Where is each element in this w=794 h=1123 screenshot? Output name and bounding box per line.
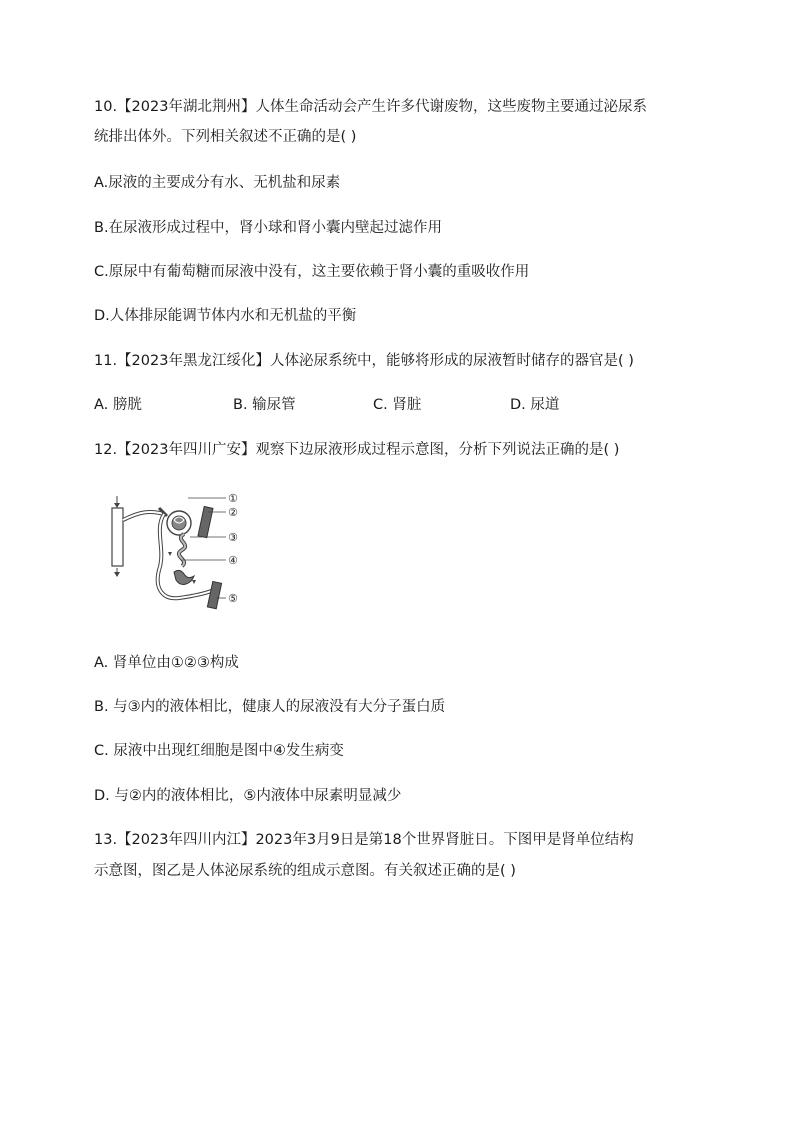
q11-option-d: D. 尿道 (510, 397, 560, 413)
q11-option-b: B. 输尿管 (233, 397, 296, 413)
q10-option-a: A.尿液的主要成分有水、无机盐和尿素 (94, 175, 341, 191)
q11-options (94, 395, 714, 415)
q12-stem: 12.【2023年四川广安】观察下边尿液形成过程示意图，分析下列说法正确的是( ) (94, 442, 620, 458)
q10-option-b: B.在尿液形成过程中，肾小球和肾小囊内壁起过滤作用 (94, 220, 443, 236)
q10-option-d: D.人体排尿能调节体内水和无机盐的平衡 (94, 308, 357, 324)
q10-stem-line2: 统排出体外。下列相关叙述不正确的是( ) (94, 129, 357, 145)
q12-option-b: B. 与③内的液体相比，健康人的尿液没有大分子蛋白质 (94, 699, 446, 715)
figure-label-4: ④ (228, 554, 238, 567)
q13-stem-line2: 示意图，图乙是人体泌尿系统的组成示意图。有关叙述正确的是( ) (94, 863, 516, 879)
figure-label-1: ① (228, 492, 238, 505)
q10-option-c: C.原尿中有葡萄糖而尿液中没有，这主要依赖于肾小囊的重吸收作用 (94, 264, 530, 280)
q12-option-d: D. 与②内的液体相比，⑤内液体中尿素明显减少 (94, 788, 402, 804)
q13-stem-line1: 13.【2023年四川内江】2023年3月9日是第18个世界肾脏日。下图甲是肾单位结构 (94, 832, 634, 848)
q11-option-c: C. 肾脏 (373, 397, 422, 413)
q12-option-c: C. 尿液中出现红细胞是图中④发生病变 (94, 743, 344, 759)
q12-option-a: A. 肾单位由①②③构成 (94, 655, 239, 671)
figure-label-2: ② (228, 506, 238, 519)
q10-stem-line1: 10.【2023年湖北荆州】人体生命活动会产生许多代谢废物，这些废物主要通过泌尿系 (94, 99, 647, 115)
nephron-diagram-svg (104, 490, 254, 615)
figure-label-3: ③ (228, 531, 238, 544)
q11-stem: 11.【2023年黑龙江绥化】人体泌尿系统中，能够将形成的尿液暂时储存的器官是( ) (94, 353, 634, 369)
q11-option-a: A. 膀胱 (94, 397, 142, 413)
urine-formation-diagram (104, 490, 254, 615)
figure-label-5: ⑤ (228, 592, 238, 605)
